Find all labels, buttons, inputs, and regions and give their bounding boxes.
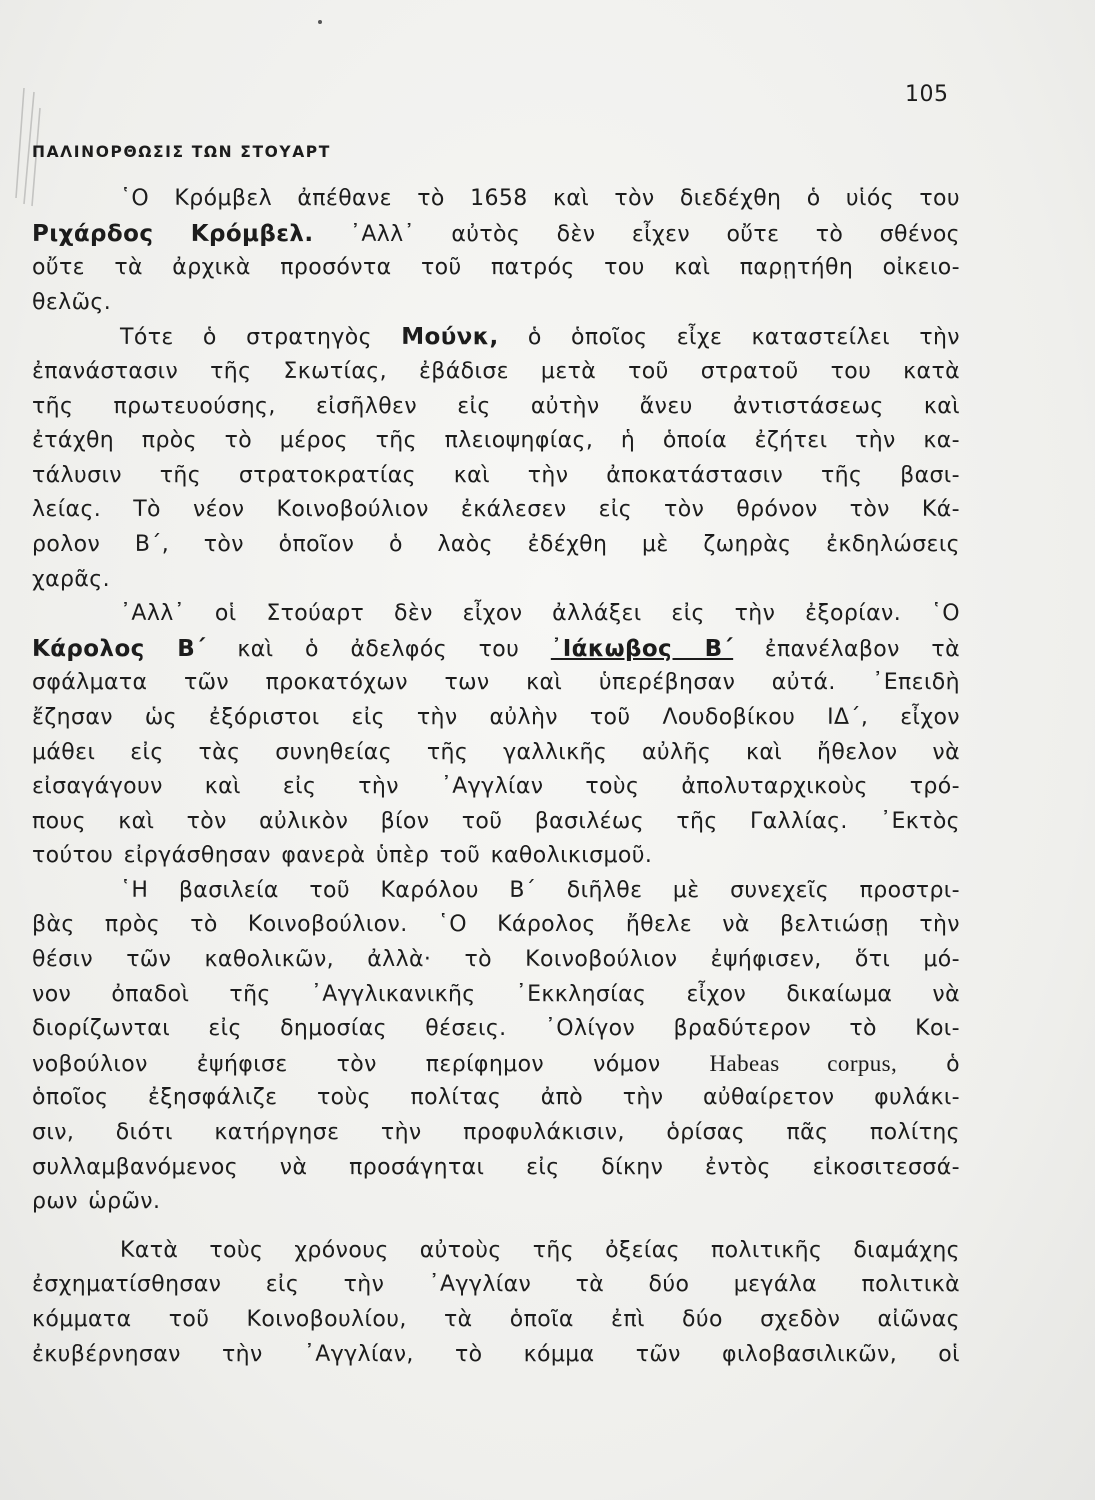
text-line: σιν, διότι κατήργησε τὴν προφυλάκισιν, ὁρίσας πᾶς πολίτης: [32, 1120, 960, 1146]
text-line: τῆς πρωτευούσης, εἰσῆλθεν εἰς αὐτὴν ἄνευ ἀντιστάσεως καὶ: [32, 393, 960, 419]
text-line: ᾿Αλλ᾿ οἱ Στούαρτ δὲν εἶχον ἀλλάξει εἰς τὴν ἐξορίαν. ῾Ο: [120, 601, 960, 627]
text-line: διορίζωνται εἰς δημοσίας θέσεις. ᾿Ολίγον βραδύτερον τὸ Κοι-: [32, 1016, 960, 1042]
text-line: Ριχάρδος Κρόμβελ. ᾿Αλλ᾿ αὐτὸς δὲν εἶχεν οὔτε τὸ σθένος: [32, 220, 960, 247]
text-line: εἰσαγάγουν καὶ εἰς τὴν ᾿Αγγλίαν τοὺς ἀπολυταρχικοὺς τρό-: [32, 774, 960, 800]
name-charles-ii: Κάρολος Β΄: [32, 635, 206, 662]
text-line: ρολον Β΄, τὸν ὁποῖον ὁ λαὸς ἐδέχθη μὲ ζωηρὰς ἐκδηλώσεις: [32, 531, 960, 557]
text-line: θέσιν τῶν καθολικῶν, ἀλλὰ· τὸ Κοινοβούλιον ἐψήφισεν, ὅτι μό-: [32, 947, 960, 973]
text-line: ἐτάχθη πρὸς τὸ μέρος τῆς πλειοψηφίας, ἡ ὁποία ἐζήτει τὴν κα-: [32, 428, 960, 454]
text-line: μάθει εἰς τὰς συνηθείας τῆς γαλλικῆς αὐλῆς καὶ ἤθελον νὰ: [32, 739, 960, 765]
text-line: οὔτε τὰ ἀρχικὰ προσόντα τοῦ πατρός του καὶ παρῃτήθη οἰκειο-: [32, 255, 960, 281]
text-line: Κάρολος Β΄ καὶ ὁ ἀδελφός του ᾿Ιάκωβος Β΄ ἐπανέλαβον τὰ: [32, 635, 960, 662]
text-line: σφάλματα τῶν προκατόχων των καὶ ὑπερέβησαν αὐτά. ᾿Επειδὴ: [32, 670, 960, 696]
print-speck: [318, 20, 322, 24]
text-line: ὁποῖος ἐξησφάλιζε τοὺς πολίτας ἀπὸ τὴν αὐθαίρετον φυλάκι-: [32, 1085, 960, 1111]
text-line: πους καὶ τὸν αὐλικὸν βίον τοῦ βασιλέως τῆς Γαλλίας. ᾿Εκτὸς: [32, 808, 960, 834]
text-line: ἐπανάστασιν τῆς Σκωτίας, ἐβάδισε μετὰ τοῦ στρατοῦ του κατὰ: [32, 358, 960, 384]
text-line: κόμματα τοῦ Κοινοβουλίου, τὰ ὁποῖα ἐπὶ δύο σχεδὸν αἰῶνας: [32, 1307, 960, 1332]
body-text: [32, 182, 960, 1372]
name-richard-cromwell: Ριχάρδος Κρόμβελ.: [32, 220, 314, 247]
text-line: ρων ὡρῶν.: [32, 1189, 161, 1215]
text-line: τούτου εἰργάσθησαν φανερὰ ὑπὲρ τοῦ καθολικισμοῦ.: [32, 843, 653, 869]
running-head: ΠΑΛΙΝΟΡΘΩΣΙΣ ΤΩΝ ΣΤΟΥΑΡΤ: [32, 143, 331, 161]
text-line: ἐσχηματίσθησαν εἰς τὴν ᾿Αγγλίαν τὰ δύο μεγάλα πολιτικὰ: [32, 1272, 960, 1298]
text-line: Τότε ὁ στρατηγὸς Μούνκ, ὁ ὁποῖος εἶχε καταστείλει τὴν: [120, 324, 961, 351]
text-line: τάλυσιν τῆς στρατοκρατίας καὶ τὴν ἀποκατάστασιν τῆς βασι-: [32, 462, 960, 488]
text-line: ἔζησαν ὡς ἐξόριστοι εἰς τὴν αὐλὴν τοῦ Λουδοβίκου ΙΔ΄, εἶχον: [32, 704, 960, 730]
page-number: 105: [905, 82, 949, 107]
text-line: ἐκυβέρνησαν τὴν ᾿Αγγλίαν, τὸ κόμμα τῶν φιλοβασιλικῶν, οἱ: [32, 1341, 960, 1367]
text-line: θελῶς.: [32, 289, 112, 315]
text-line: χαρᾶς.: [32, 566, 110, 592]
text-line: νον ὀπαδοὶ τῆς ᾿Αγγλικανικῆς ᾿Εκκλησίας εἶχον δικαίωμα νὰ: [32, 981, 960, 1007]
text-line: Κατὰ τοὺς χρόνους αὐτοὺς τῆς ὀξείας πολιτικῆς διαμάχης: [120, 1237, 960, 1263]
text-line: ῾Η βασιλεία τοῦ Καρόλου Β΄ διῆλθε μὲ συνεχεῖς προστρι-: [120, 877, 960, 903]
name-monk: Μούνκ,: [401, 324, 499, 351]
text-line: βὰς πρὸς τὸ Κοινοβούλιον. ῾Ο Κάρολος ἤθελε νὰ βελτιώσῃ τὴν: [32, 912, 960, 938]
text-line: ῾Ο Κρόμβελ ἀπέθανε τὸ 1658 καὶ τὸν διεδέχθη ὁ υἱός του: [120, 186, 960, 211]
text-line: συλλαμβανόμενος νὰ προσάγηται εἰς δίκην ἐντὸς εἰκοσιτεσσά-: [32, 1154, 960, 1180]
text-line: λείας. Τὸ νέον Κοινοβούλιον ἐκάλεσεν εἰς τὸν θρόνον τὸν Κά-: [32, 497, 960, 523]
latin-habeas-corpus: Habeas corpus,: [709, 1050, 898, 1076]
name-james-ii: ᾿Ιάκωβος Β΄: [550, 635, 734, 662]
text-line: νοβούλιον ἐψήφισε τὸν περίφημον νόμον Habeas corpus, ὁ: [32, 1050, 960, 1077]
